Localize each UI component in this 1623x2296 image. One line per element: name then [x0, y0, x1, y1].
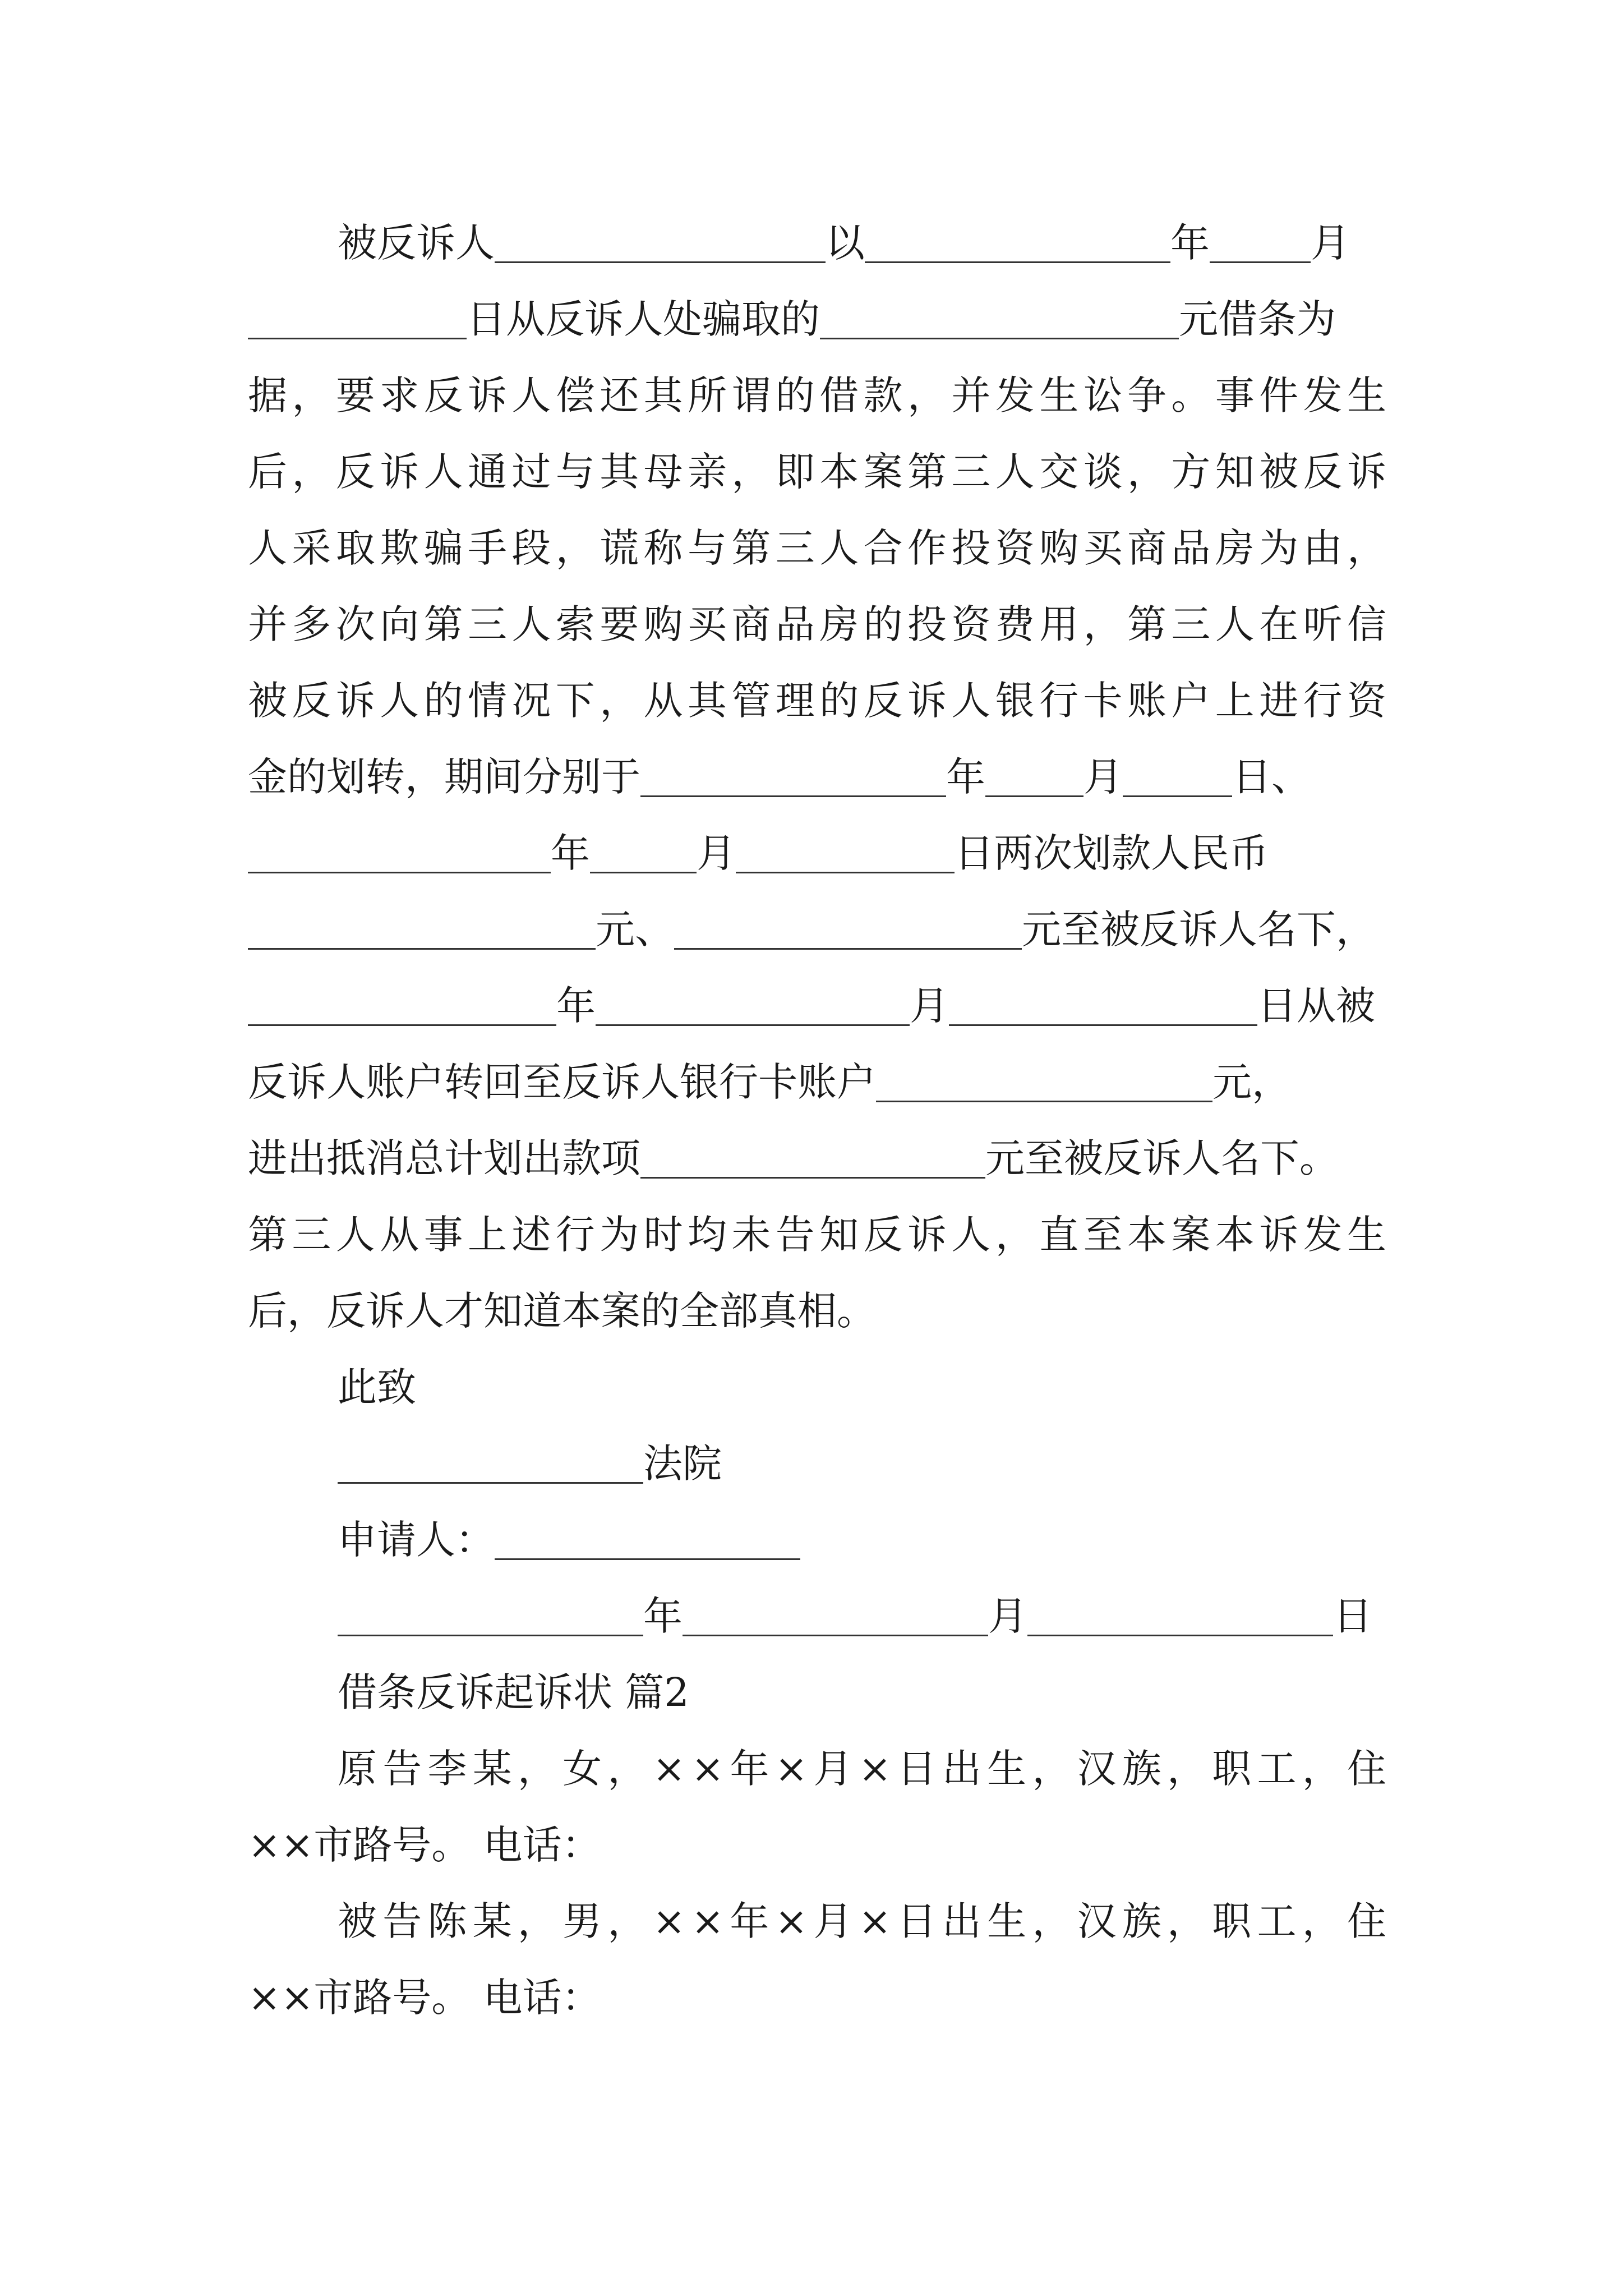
blank-field [248, 304, 467, 339]
blank-field [1123, 762, 1232, 797]
text-line: 后，反诉人才知道本案的全部真相。 [248, 1288, 876, 1334]
date-year-label: 年 [643, 1593, 683, 1639]
blank-field [338, 1601, 643, 1636]
date-month-label: 月 [988, 1593, 1027, 1639]
text-line: 原告李某，女，××年×月×日出生，汉族，职工，住 [338, 1746, 1393, 1792]
blank-field [248, 914, 596, 950]
court-line [248, 1430, 1386, 1497]
blank-field [338, 1448, 643, 1484]
para1-line9 [248, 820, 1386, 887]
defendant-line2 [248, 1964, 1386, 2031]
blank-field [1027, 1601, 1333, 1636]
para1-line6 [248, 591, 1391, 658]
plaintiff-line2 [248, 1811, 1386, 1879]
text-line: ××市路号。 电话： [248, 1822, 601, 1868]
text-segment: 日从被 [1257, 983, 1375, 1029]
blank-field [876, 1067, 1212, 1102]
text-segment: 以 [826, 220, 865, 266]
text-segment: 日从反诉人处骗取的 [467, 296, 820, 342]
para1-line8 [248, 743, 1386, 811]
court-suffix: 法院 [643, 1441, 722, 1487]
text-segment: 元， [1212, 1059, 1291, 1105]
text-segment: 元、 [596, 907, 674, 953]
section-title: 借条反诉起诉状 篇2 [338, 1669, 689, 1715]
blank-field [949, 991, 1257, 1026]
para1-line14 [248, 1201, 1391, 1268]
blank-field [248, 991, 556, 1026]
text-segment: 年 [556, 983, 596, 1029]
applicant-label: 申请人： [338, 1517, 495, 1563]
applicant-line [248, 1506, 1386, 1573]
blank-field [674, 914, 1022, 950]
text-segment: 元至被反诉人名下。 [985, 1135, 1339, 1181]
text-segment: 进出抵消总计划出款项 [248, 1135, 640, 1181]
plaintiff-line1 [248, 1735, 1393, 1802]
date-line [248, 1582, 1386, 1650]
para1-line4 [248, 438, 1391, 505]
text-line: 被告陈某，男，××年×月×日出生，汉族，职工，住 [338, 1898, 1393, 1944]
text-line: 后，反诉人通过与其母亲，即本案第三人交谈，方知被反诉 [248, 449, 1391, 495]
blank-field [495, 1525, 800, 1560]
blank-field [596, 991, 910, 1026]
text-segment: 被反诉人 [338, 220, 495, 266]
text-segment: 金的划转，期间分别于 [248, 754, 640, 800]
text-line: 第三人从事上述行为时均未告知反诉人，直至本案本诉发生 [248, 1212, 1391, 1258]
para1-line2 [248, 286, 1386, 353]
text-line: 被反诉人的情况下，从其管理的反诉人银行卡账户上进行资 [248, 678, 1391, 724]
text-segment: 年 [946, 754, 985, 800]
text-segment: 反诉人账户转回至反诉人银行卡账户 [248, 1059, 876, 1105]
para1-line11 [248, 972, 1386, 1039]
para1-line10 [248, 896, 1386, 963]
blank-field [640, 1143, 985, 1179]
blank-field [736, 838, 955, 873]
blank-field [1210, 228, 1311, 263]
text-segment: 元至被反诉人名下， [1022, 907, 1375, 953]
text-segment: 年 [551, 830, 590, 876]
blank-field [820, 304, 1179, 339]
blank-field [683, 1601, 988, 1636]
text-segment: 月 [1083, 754, 1123, 800]
salutation [248, 1354, 1386, 1421]
para1-line7 [248, 667, 1391, 734]
text-line: 人采取欺骗手段，谎称与第三人合作投资购买商品房为由， [248, 525, 1391, 571]
text-segment: 年 [1170, 220, 1210, 266]
text-segment: 日、 [1232, 754, 1311, 800]
defendant-line1 [248, 1888, 1393, 1955]
text-line: ××市路号。 电话： [248, 1975, 601, 2021]
para1-line12 [248, 1048, 1386, 1116]
salutation-text: 此致 [338, 1364, 416, 1410]
date-day-label: 日 [1333, 1593, 1372, 1639]
para1-line13 [248, 1125, 1386, 1192]
text-segment: 月 [1311, 220, 1350, 266]
blank-field [985, 762, 1083, 797]
text-segment: 日两次划款人民币 [955, 830, 1269, 876]
text-segment: 月 [910, 983, 949, 1029]
para1-line1 [248, 209, 1386, 277]
para1-line15 [248, 1277, 1386, 1345]
blank-field [248, 838, 551, 873]
text-line: 并多次向第三人索要购买商品房的投资费用，第三人在听信 [248, 601, 1391, 647]
section2-title [248, 1659, 1386, 1726]
para1-line3 [248, 362, 1391, 429]
blank-field [590, 838, 697, 873]
text-segment: 月 [697, 830, 736, 876]
blank-field [495, 228, 826, 263]
text-line: 据，要求反诉人偿还其所谓的借款，并发生讼争。事件发生 [248, 372, 1391, 418]
para1-line5 [248, 514, 1391, 582]
blank-field [640, 762, 946, 797]
blank-field [865, 228, 1170, 263]
text-segment: 元借条为 [1179, 296, 1336, 342]
